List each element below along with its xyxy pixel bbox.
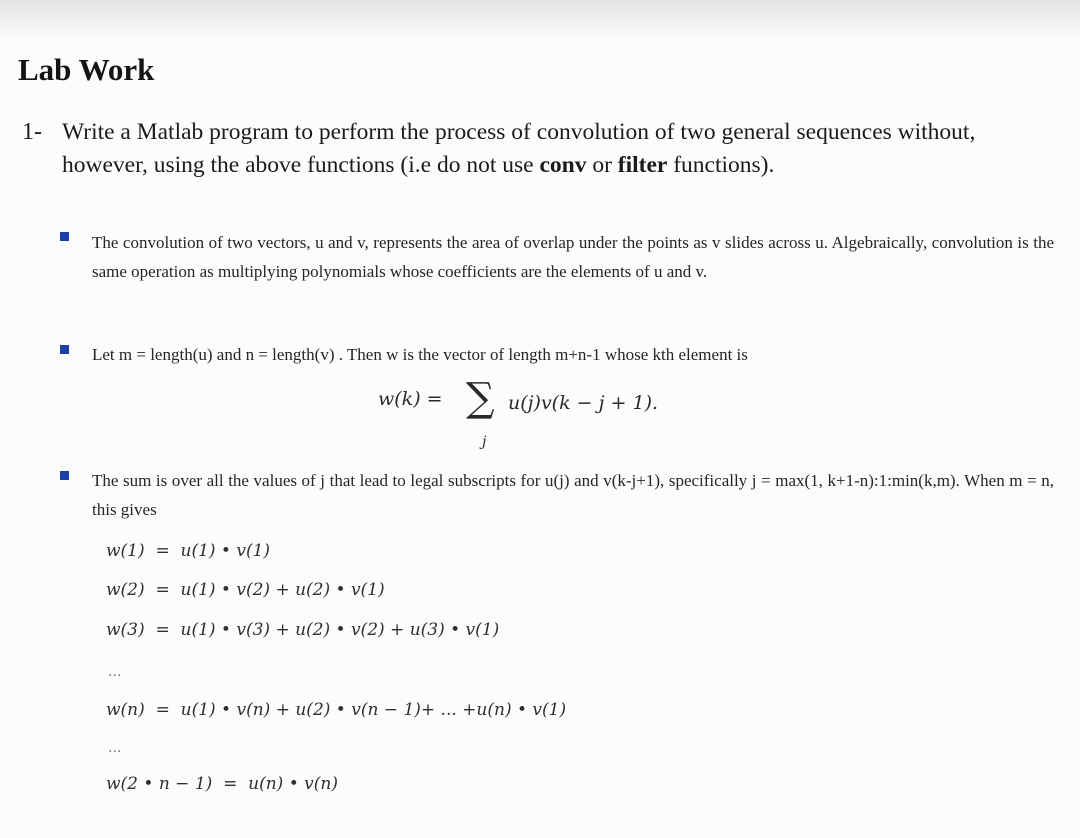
- bullet-paragraph-2: Let m = length(u) and n = length(v) . Then w is the vector of length m+n-1 whose kth element is: [92, 345, 748, 364]
- task-text: [62, 116, 1052, 182]
- equation-w1: w(1) = u(1) • v(1): [106, 541, 271, 561]
- ellipsis-1: ...: [108, 664, 122, 680]
- task-number: 1-: [22, 119, 42, 145]
- bullet-paragraph-3: The sum is over all the values of j that lead to legal subscripts for u(j) and v(k-j+1), specifically j = max(1, k+1-n):1:min(k,m). When m = n, this gives: [92, 471, 1054, 519]
- equation-wn: w(n) = u(1) • v(n) + u(2) • v(n − 1)+ ... +u(n) • v(1): [106, 700, 567, 720]
- page-title: Lab Work: [18, 52, 155, 87]
- keyword-filter: filter: [617, 152, 668, 178]
- formula-rhs: u(j)v(k − j + 1).: [508, 392, 659, 414]
- ellipsis-2: ...: [108, 740, 122, 756]
- equation-w2n-1: w(2 • n − 1) = u(n) • v(n): [106, 774, 338, 794]
- bullet-marker-1: [60, 232, 69, 241]
- sigma-symbol: ∑: [466, 375, 495, 421]
- task-text-middle: or: [586, 152, 618, 178]
- bullet-marker-3: [60, 471, 69, 480]
- formula-lhs: w(k) =: [378, 388, 443, 410]
- bullet-marker-2: [60, 345, 69, 354]
- equation-w2: w(2) = u(1) • v(2) + u(2) • v(1): [106, 580, 385, 600]
- bullet-paragraph-1: The convolution of two vectors, u and v, represents the area of overlap under the points as v slides across u. Algebraically, convolution is the same operation as multiplying polynomials whose coefficients are the elements of u and v.: [92, 233, 1054, 281]
- equation-w3: w(3) = u(1) • v(3) + u(2) • v(2) + u(3) • v(1): [106, 620, 500, 640]
- task-text-after: functions).: [667, 152, 775, 178]
- keyword-conv: conv: [539, 152, 587, 178]
- sigma-index: j: [482, 434, 487, 450]
- task-text-before: Write a Matlab program to perform the process of convolution of two general sequences without, however, using the above functions (i.e do not use: [62, 119, 976, 178]
